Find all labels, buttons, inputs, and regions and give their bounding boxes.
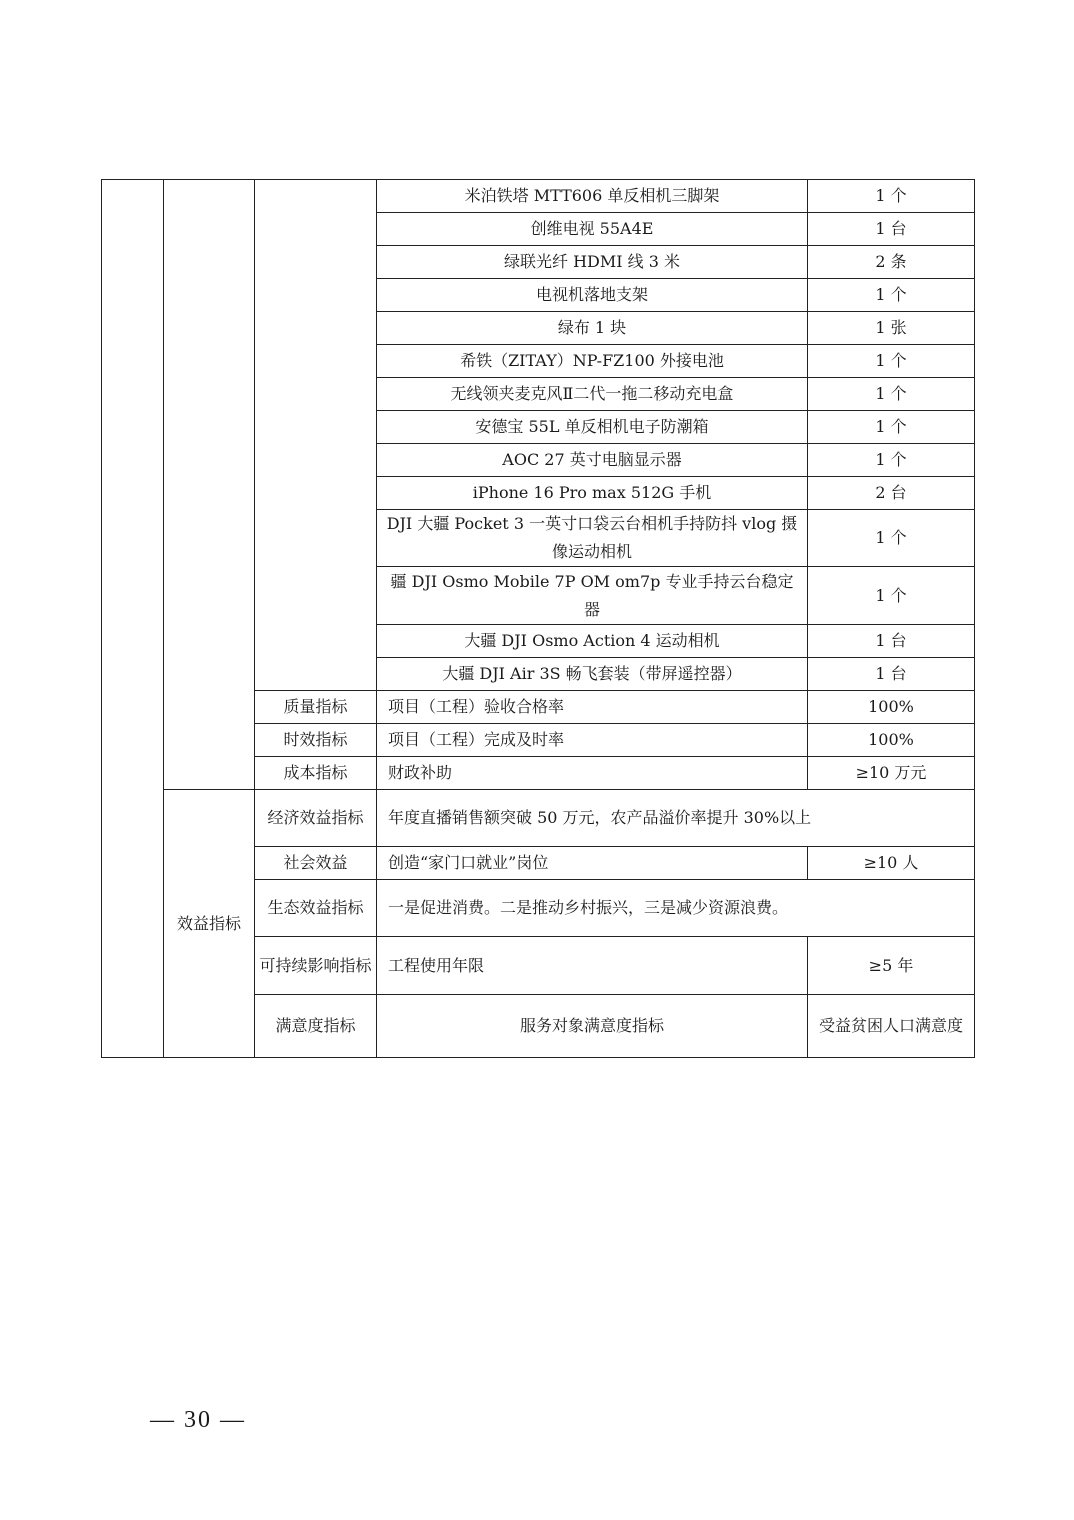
- performance-indicator-table: [101, 179, 975, 1058]
- equipment-item: DJI 大疆 Pocket 3 一英寸口袋云台相机手持防抖 vlog 摄像运动相机: [377, 510, 808, 567]
- equipment-qty: 1 个: [808, 378, 975, 411]
- secondary-indicator-label: 时效指标: [255, 724, 377, 757]
- indicator-value: 100%: [808, 724, 975, 757]
- equipment-qty: 1 台: [808, 658, 975, 691]
- equipment-qty: 1 台: [808, 213, 975, 246]
- indicator-value: ≥10 人: [808, 847, 975, 880]
- equipment-qty: 1 个: [808, 279, 975, 312]
- indicator-value: ≥5 年: [808, 937, 975, 995]
- equipment-item: 绿布 1 块: [377, 312, 808, 345]
- equipment-qty: 1 个: [808, 411, 975, 444]
- equipment-item: 米泊铁塔 MTT606 单反相机三脚架: [377, 180, 808, 213]
- equipment-qty: 1 个: [808, 510, 975, 567]
- equipment-item: 电视机落地支架: [377, 279, 808, 312]
- indicator-description: 创造“家门口就业”岗位: [377, 847, 808, 880]
- satisfaction-category-label: 满意度指标: [255, 995, 377, 1058]
- quantity-indicator-cell: [255, 180, 377, 691]
- table-row: [102, 180, 975, 213]
- secondary-indicator-label: 经济效益指标: [255, 790, 377, 847]
- equipment-item: 绿联光纤 HDMI 线 3 米: [377, 246, 808, 279]
- indicator-description: 项目（工程）验收合格率: [377, 691, 808, 724]
- indicator-description: 财政补助: [377, 757, 808, 790]
- equipment-item: 大疆 DJI Osmo Action 4 运动相机: [377, 625, 808, 658]
- indicator-description: 工程使用年限: [377, 937, 808, 995]
- indicator-value: 100%: [808, 691, 975, 724]
- equipment-item: 大疆 DJI Air 3S 畅飞套装（带屏遥控器）: [377, 658, 808, 691]
- equipment-qty: 2 条: [808, 246, 975, 279]
- indicator-description: 一是促进消费。二是推动乡村振兴，三是减少资源浪费。: [377, 880, 975, 937]
- output-indicator-cell: [164, 180, 255, 790]
- secondary-indicator-label: 生态效益指标: [255, 880, 377, 937]
- equipment-item: 希铁（ZITAY）NP-FZ100 外接电池: [377, 345, 808, 378]
- equipment-item: AOC 27 英寸电脑显示器: [377, 444, 808, 477]
- equipment-item: iPhone 16 Pro max 512G 手机: [377, 477, 808, 510]
- equipment-item: 创维电视 55A4E: [377, 213, 808, 246]
- equipment-qty: 1 个: [808, 180, 975, 213]
- equipment-qty: 1 个: [808, 345, 975, 378]
- secondary-indicator-label: 社会效益: [255, 847, 377, 880]
- benefit-category-label: 效益指标: [164, 790, 255, 1058]
- equipment-qty: 1 个: [808, 444, 975, 477]
- secondary-indicator-label: 成本指标: [255, 757, 377, 790]
- equipment-item: 无线领夹麦克风Ⅱ二代一拖二移动充电盒: [377, 378, 808, 411]
- equipment-qty: 2 台: [808, 477, 975, 510]
- primary-indicator-cell: [102, 180, 164, 1058]
- secondary-indicator-label: 服务对象满意度指标: [377, 995, 808, 1058]
- equipment-qty: 1 个: [808, 567, 975, 625]
- equipment-qty: 1 张: [808, 312, 975, 345]
- table-row: [102, 790, 975, 847]
- indicator-description: 受益贫困人口满意度: [808, 995, 975, 1058]
- equipment-qty: 1 台: [808, 625, 975, 658]
- equipment-item: 疆 DJI Osmo Mobile 7P OM om7p 专业手持云台稳定器: [377, 567, 808, 625]
- indicator-value: ≥10 万元: [808, 757, 975, 790]
- indicator-description: 年度直播销售额突破 50 万元，农产品溢价率提升 30%以上: [377, 790, 975, 847]
- secondary-indicator-label: 可持续影响指标: [255, 937, 377, 995]
- secondary-indicator-label: 质量指标: [255, 691, 377, 724]
- page-number: — 30 —: [150, 1407, 246, 1433]
- indicator-description: 项目（工程）完成及时率: [377, 724, 808, 757]
- equipment-item: 安德宝 55L 单反相机电子防潮箱: [377, 411, 808, 444]
